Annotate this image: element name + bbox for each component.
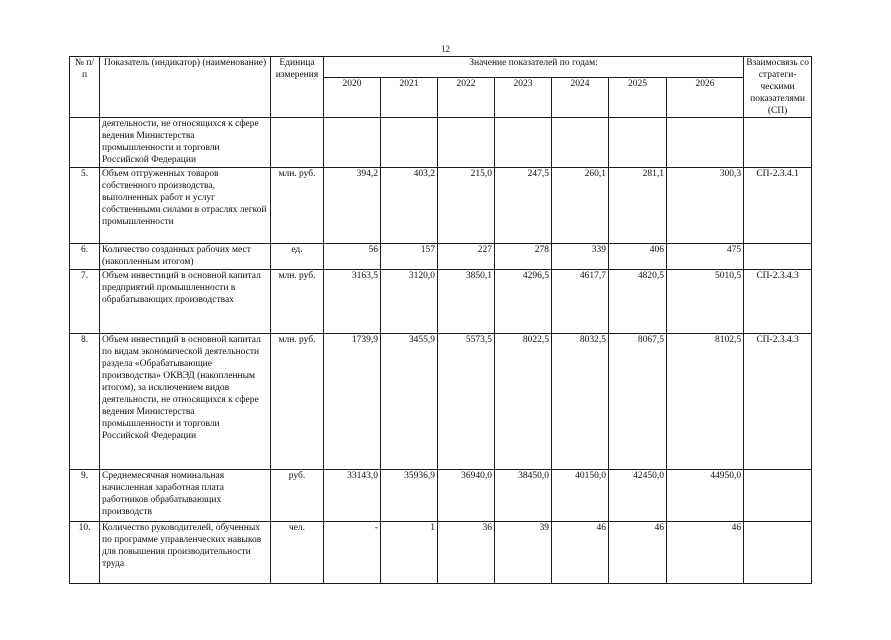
header-unit: Единица измерения <box>271 57 324 118</box>
row-value <box>381 118 438 168</box>
row-value: 56 <box>324 244 381 270</box>
row-number: 7. <box>70 270 100 334</box>
header-num: № п/ п <box>70 57 100 118</box>
row-value: 339 <box>552 244 609 270</box>
row-unit: млн. руб. <box>271 334 324 470</box>
table-row <box>70 334 812 470</box>
row-value: 3455,9 <box>381 334 438 470</box>
row-value: 39 <box>495 522 552 584</box>
table-row <box>70 244 812 270</box>
row-value: 46 <box>667 522 744 584</box>
header-values-group: Значение показателей по годам: <box>324 57 744 78</box>
table-row <box>70 118 812 168</box>
row-value: 227 <box>438 244 495 270</box>
row-value: 157 <box>381 244 438 270</box>
row-link <box>744 522 812 584</box>
row-number: 10. <box>70 522 100 584</box>
table-row <box>70 168 812 244</box>
row-indicator: Объем инвестиций в основной капитал по видам экономической деятельности раздела «Обрабатывающие производства» ОКВЭД (накопленным итогом), за исключением видов деятельности, не относящихся к сфере ведения Министерства промышленности и торговли Российской Федерации <box>100 334 271 470</box>
row-value: 4820,5 <box>609 270 667 334</box>
row-value: 406 <box>609 244 667 270</box>
row-value: 1 <box>381 522 438 584</box>
row-value <box>324 118 381 168</box>
header-year: 2026 <box>667 78 744 118</box>
row-value <box>552 118 609 168</box>
row-value: - <box>324 522 381 584</box>
header-indicator: Показатель (индикатор) (наименование) <box>100 57 271 118</box>
row-value: 36 <box>438 522 495 584</box>
row-number: 8. <box>70 334 100 470</box>
row-value: 46 <box>609 522 667 584</box>
row-value: 46 <box>552 522 609 584</box>
row-indicator: деятельности, не относящихся к сфере ведения Министерства промышленности и торговли Российской Федерации <box>100 118 271 168</box>
row-value: 4296,5 <box>495 270 552 334</box>
table-row <box>70 470 812 522</box>
row-number <box>70 118 100 168</box>
indicators-table <box>69 56 812 584</box>
row-indicator: Объем инвестиций в основной капитал предприятий промышленности в обрабатывающих производствах <box>100 270 271 334</box>
row-value: 215,0 <box>438 168 495 244</box>
row-value: 1739,9 <box>324 334 381 470</box>
row-value <box>495 118 552 168</box>
row-link: СП-2.3.4.3 <box>744 334 812 470</box>
table-body <box>70 118 812 584</box>
row-indicator: Количество созданных рабочих мест (накопленным итогом) <box>100 244 271 270</box>
row-link: СП-2.3.4.3 <box>744 270 812 334</box>
header-year: 2023 <box>495 78 552 118</box>
row-unit: чел. <box>271 522 324 584</box>
page-number: 12 <box>441 44 450 54</box>
row-value: 40150,0 <box>552 470 609 522</box>
row-value: 4617,7 <box>552 270 609 334</box>
row-number: 5. <box>70 168 100 244</box>
row-value: 42450,0 <box>609 470 667 522</box>
row-value: 3163,5 <box>324 270 381 334</box>
header-link: Взаимосвязь со стратеги-ческими показателями (СП) <box>744 57 812 118</box>
row-number: 6. <box>70 244 100 270</box>
row-number: 9. <box>70 470 100 522</box>
row-link: СП-2.3.4.1 <box>744 168 812 244</box>
row-value: 38450,0 <box>495 470 552 522</box>
row-indicator: Объем отгруженных товаров собственного производства, выполненных работ и услуг собственными силами в отраслях легкой промышленности <box>100 168 271 244</box>
row-unit <box>271 118 324 168</box>
row-unit: ед. <box>271 244 324 270</box>
table-row <box>70 270 812 334</box>
row-value: 33143,0 <box>324 470 381 522</box>
row-value: 44950,0 <box>667 470 744 522</box>
row-link <box>744 118 812 168</box>
row-value <box>609 118 667 168</box>
row-value <box>438 118 495 168</box>
header-year: 2021 <box>381 78 438 118</box>
row-value: 3120,0 <box>381 270 438 334</box>
row-unit: млн. руб. <box>271 168 324 244</box>
row-indicator: Количество руководителей, обученных по программе управленческих навыков для повышения производительности труда <box>100 522 271 584</box>
table-row <box>70 522 812 584</box>
row-value: 281,1 <box>609 168 667 244</box>
row-value: 403,2 <box>381 168 438 244</box>
header-year: 2025 <box>609 78 667 118</box>
row-value: 475 <box>667 244 744 270</box>
row-value: 3850,1 <box>438 270 495 334</box>
row-value <box>667 118 744 168</box>
row-unit: руб. <box>271 470 324 522</box>
row-link <box>744 244 812 270</box>
row-value: 300,3 <box>667 168 744 244</box>
row-value: 247,5 <box>495 168 552 244</box>
row-value: 5010,5 <box>667 270 744 334</box>
header-year: 2024 <box>552 78 609 118</box>
row-value: 8022,5 <box>495 334 552 470</box>
row-value: 8102,5 <box>667 334 744 470</box>
row-unit: млн. руб. <box>271 270 324 334</box>
row-value: 36940,0 <box>438 470 495 522</box>
row-value: 5573,5 <box>438 334 495 470</box>
header-year: 2020 <box>324 78 381 118</box>
row-value: 278 <box>495 244 552 270</box>
header-year: 2022 <box>438 78 495 118</box>
row-value: 394,2 <box>324 168 381 244</box>
row-value: 260,1 <box>552 168 609 244</box>
row-link <box>744 470 812 522</box>
row-value: 8067,5 <box>609 334 667 470</box>
table-header <box>70 57 812 118</box>
row-value: 35936,9 <box>381 470 438 522</box>
row-indicator: Среднемесячная номинальная начисленная заработная плата работников обрабатывающих производств <box>100 470 271 522</box>
row-value: 8032,5 <box>552 334 609 470</box>
